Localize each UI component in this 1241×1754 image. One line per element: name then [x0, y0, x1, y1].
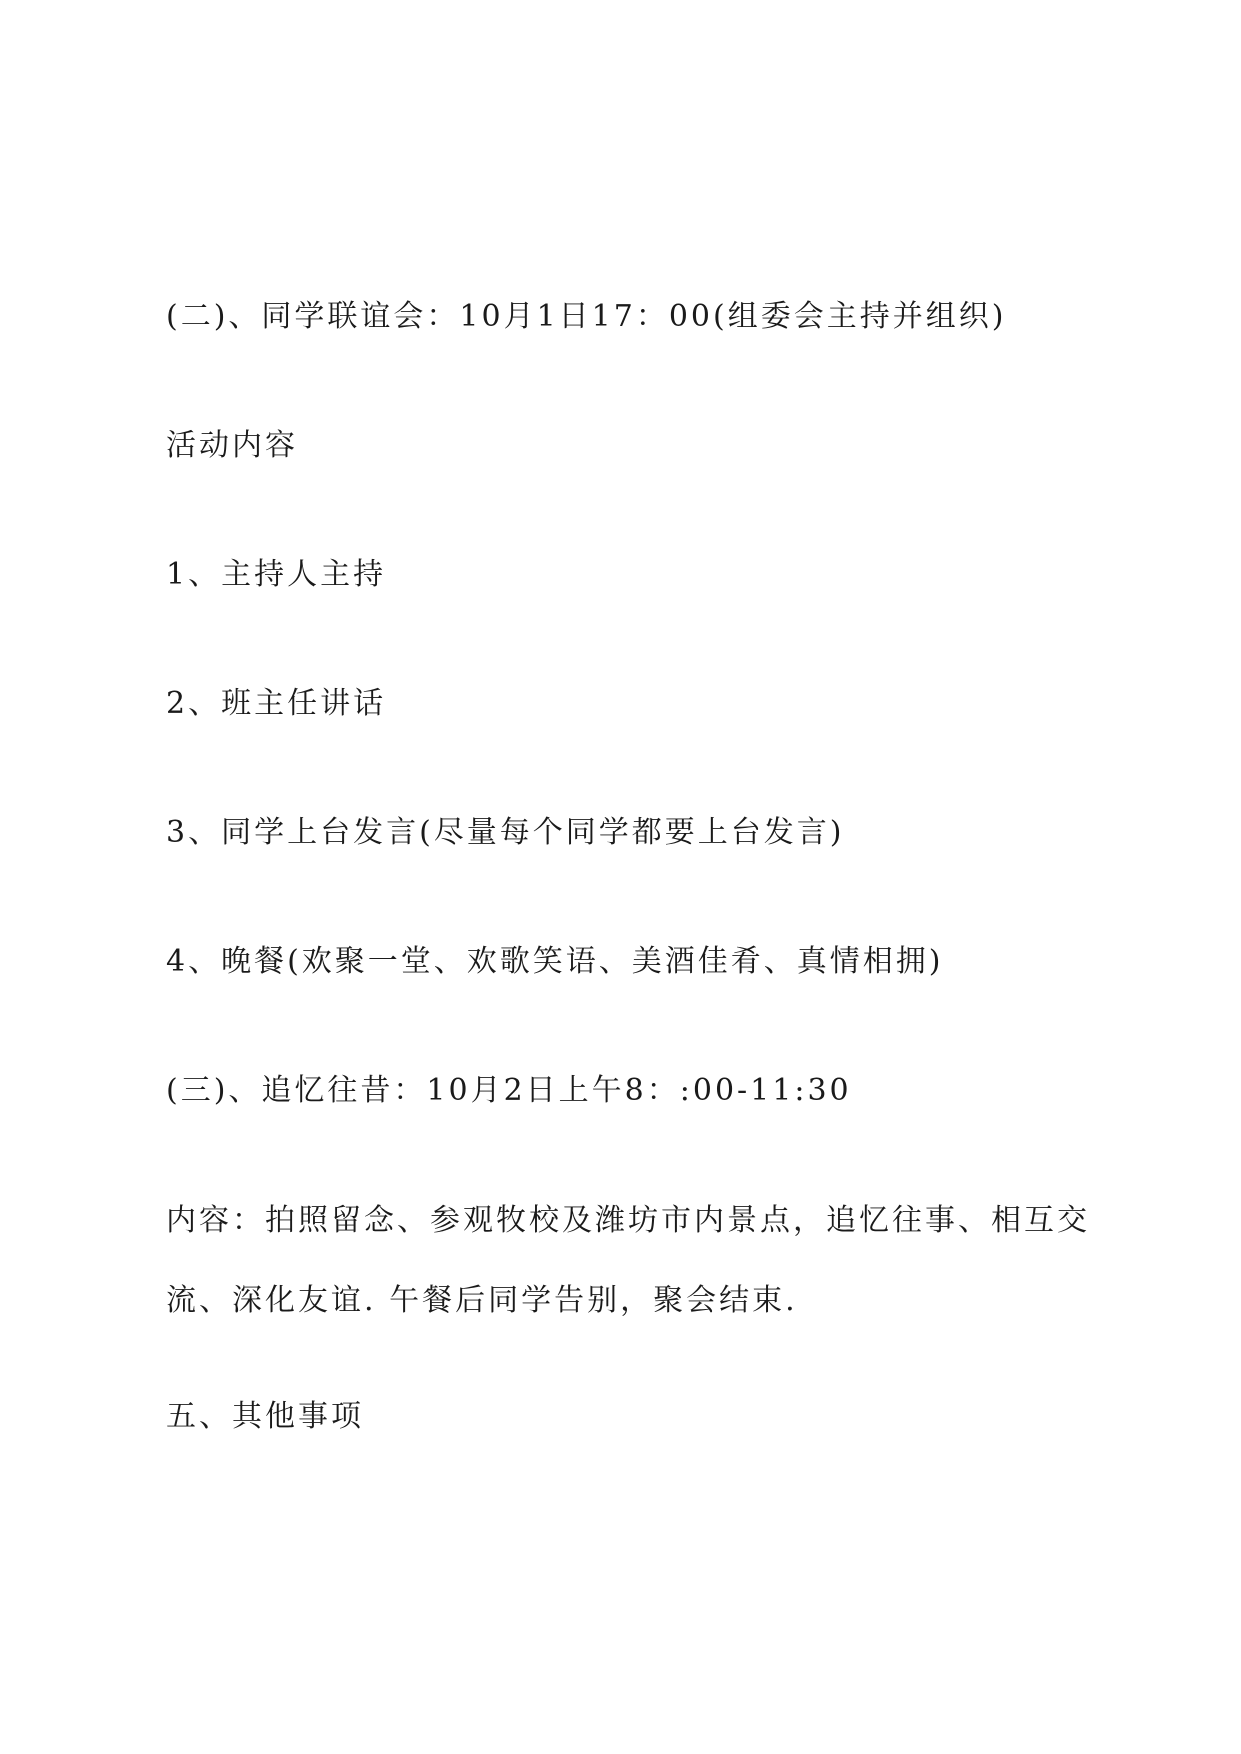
list-item: 1、主持人主持 — [166, 557, 387, 592]
section-heading-reminisce: (三)、追忆往昔：10月2日上午8：:00-11:30 — [166, 1073, 852, 1108]
section-heading-alumni-party: (二)、同学联谊会：10月1日17：00(组委会主持并组织) — [166, 299, 1007, 334]
list-item: 3、同学上台发言(尽量每个同学都要上台发言) — [166, 815, 845, 850]
activity-content-heading: 活动内容 — [166, 428, 298, 463]
section-heading-other-matters: 五、其他事项 — [166, 1399, 364, 1434]
content-paragraph: 内容：拍照留念、参观牧校及潍坊市内景点，追忆往事、相互交流、深化友谊. 午餐后同学告别，聚会结束. — [166, 1203, 1090, 1318]
list-item: 4、晚餐(欢聚一堂、欢歌笑语、美酒佳肴、真情相拥) — [166, 944, 944, 979]
list-item: 2、班主任讲话 — [166, 686, 387, 721]
